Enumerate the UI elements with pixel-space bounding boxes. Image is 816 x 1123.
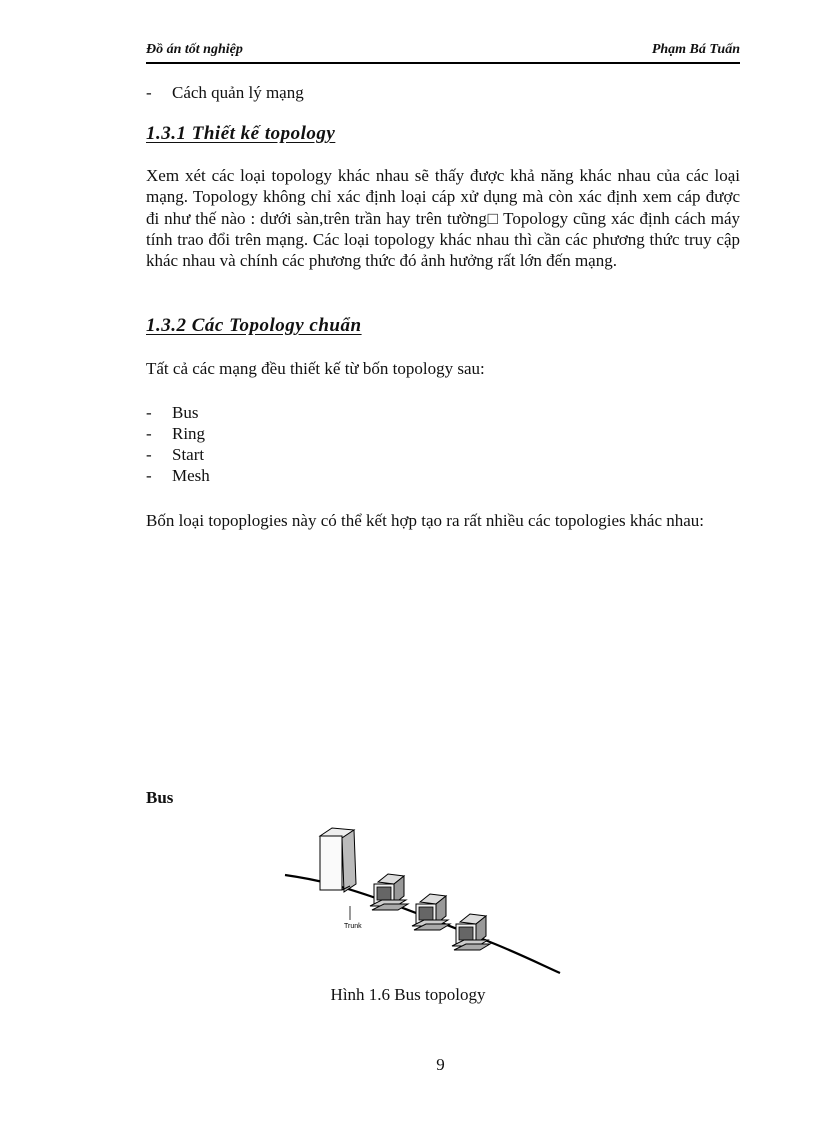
page-number: 9 (436, 1055, 445, 1074)
figure-caption: Hình 1.6 Bus topology (330, 985, 486, 1004)
topology-bus-text: Bus (172, 403, 199, 422)
server-icon (320, 828, 356, 892)
bus-topology-diagram (280, 818, 570, 983)
topology-start-text: Start (172, 445, 205, 464)
section1-paragraph: Xem xét các loại topology khác nhau sẽ thấy được khả năng khác nhau của các loại mạng. Topology không chỉ xác định loại cáp xử dụng mà còn xác định xem cáp được đi như thế nào : dưới sàn,trên trần hay trên tường□ Topology cũng xác định cách máy tính trao đổi trên mạng. Các loại topology khác nhau thì cần các phương thức truy cập khác nhau và chính các phương thức đó ảnh hưởng rất lớn đến mạng. (146, 166, 740, 271)
topology-list-item: - Bus (146, 403, 199, 422)
workstation-icon (370, 874, 408, 910)
topology-list-item: - Ring (146, 424, 206, 443)
trunk-label: Trunk (344, 923, 362, 930)
section2-heading: 1.3.2 Các Topology chuẩn (146, 315, 362, 336)
topology-mesh-text: Mesh (172, 466, 210, 485)
workstation-icon (452, 914, 490, 950)
section1-heading: 1.3.1 Thiết kế topology (146, 123, 336, 144)
intro-bullet-text: Cách quản lý mạng (172, 83, 304, 102)
topology-ring-text: Ring (172, 424, 206, 443)
section2-intro: Tất cả các mạng đều thiết kế từ bốn topology sau: (146, 359, 485, 378)
topology-list-item: - Start (146, 445, 205, 464)
intro-bullet: - Cách quản lý mạng (146, 83, 304, 102)
page-header (146, 40, 740, 64)
header-author: Phạm Bá Tuấn (651, 42, 740, 57)
section2-closing: Bốn loại topoplogies này có thể kết hợp tạo ra rất nhiều các topologies khác nhau: (146, 511, 705, 530)
figure-bus-label: Bus (146, 788, 174, 807)
header-left-title: Đồ án tốt nghiệp (146, 42, 243, 57)
topology-list-item: - Mesh (146, 466, 210, 485)
workstation-icon (412, 894, 450, 930)
